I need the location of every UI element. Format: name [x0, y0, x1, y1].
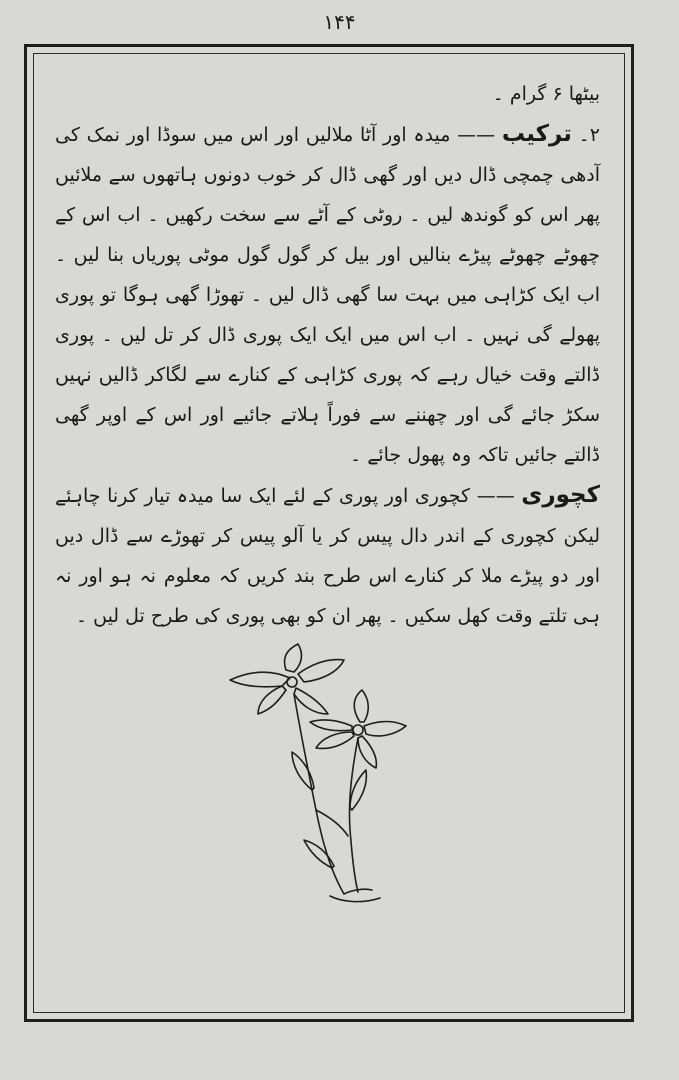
tarkeeb-heading: ترکیب [501, 121, 572, 147]
tarkeeb-text: میدہ اور آٹا ملالیں اور اس میں سوڈا اور نمک کی آدھی چمچی ڈال دیں اور گھی ڈال کر خوب دونوں ہاتھوں سے ملائیں پھر اس کو گوندھ لیں ۔ روٹی کے آٹے سے سخت رکھیں ۔ اب اس کے چھوٹے چھوٹے پیڑے بنالیں اور بیل کر گول گول موٹی پوریاں بنا لیں ۔ اب ایک کڑاہی میں بہت سا گھی ڈال لیں ۔ تھوڑا گھی ہوگا تو پوری پھولے گی نہیں ۔ اب اس میں ایک ایک پوری ڈال کر تل لیں ۔ پوری ڈالتے وقت خیال رہے کہ پوری کڑاہی کے کنارے سے لگاکر ڈالیں نہیں سکڑ جائے گی اور چھننے سے فوراً ہلاتے جائیے اور اس کے اوپر گھی ڈالتے جائیں تاکہ وہ پھول جائے ۔ [55, 124, 600, 466]
flower-sketch-icon [212, 640, 422, 910]
page-number: ۱۴۴ [323, 10, 356, 34]
page-content [55, 74, 600, 636]
tarkeeb-dash: —— [450, 124, 496, 146]
tarkeeb-number: ۲۔ [578, 124, 600, 146]
intro-line: بیٹھا ۶ گرام ۔ [492, 83, 600, 105]
kachori-paragraph [55, 475, 600, 636]
tarkeeb-paragraph [55, 114, 600, 475]
kachori-text: کچوری اور پوری کے لئے ایک سا میدہ تیار کرنا چاہئے لیکن کچوری کے اندر دال پیس کر یا آلو پیس کر تھوڑے سے ڈال دیں اور دو پیڑے ملا کر کنارے اس طرح بند کریں کہ معلوم نہ ہو اور نہ ہی تلتے وقت کھل سکیں ۔ پھر ان کو بھی پوری کی طرح تل لیں ۔ [55, 485, 600, 627]
kachori-heading: کچوری [521, 482, 600, 508]
kachori-dash: —— [470, 485, 515, 507]
